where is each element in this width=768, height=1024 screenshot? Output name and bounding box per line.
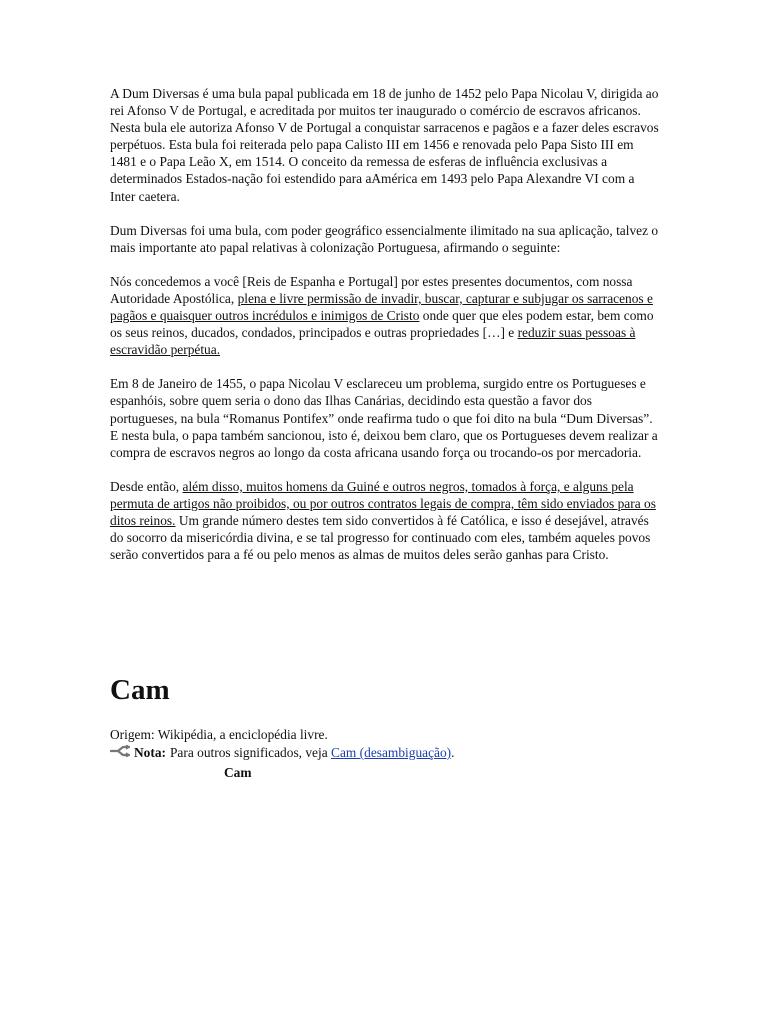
paragraph-5-text-c: Um grande número destes tem sido convertidos à fé Católica, e isso é desejável, através do socorro da misericórdia divina, e se tal progresso for continuado com eles, também aqueles povos serão convertidos para a fé ou pelo menos as almas de muitos deles serão ganhas para Cristo. <box>110 512 651 563</box>
paragraph-5 <box>110 478 662 563</box>
infobox-title: Cam <box>224 765 252 780</box>
paragraph-5-text-a: Desde então, <box>110 478 183 494</box>
origin-line: Origem: Wikipédia, a enciclopédia livre. <box>110 727 328 742</box>
disambiguation-arrow-icon <box>110 744 134 761</box>
paragraph-5-underlined-b: além disso, muitos homens da Guiné e outros negros, tomados à força, e alguns pela permuta de artigos não proibidos, ou por outros contratos legais de compra, têm sido enviados para os ditos reinos. <box>110 478 656 528</box>
note-text: Para outros significados, veja <box>169 745 328 760</box>
paragraph-3-text-a: Nós concedemos a você [Reis de Espanha e Portugal] por estes presentes documentos, com nossa Autoridade Apostólica, <box>110 273 633 306</box>
page-title: Cam <box>110 674 170 706</box>
paragraph-3-underlined-d: reduzir suas pessoas à escravidão perpétua. <box>110 325 636 358</box>
disambiguation-link[interactable]: Cam (desambiguação) <box>331 745 452 760</box>
paragraph-4: Em 8 de Janeiro de 1455, o papa Nicolau V esclareceu um problema, surgido entre os Portugueses e espanhóis, sobre quem seria o dono das Ilhas Canárias, decidindo esta questão a favor dos portugueses, na bula “Romanus Pontifex” onde reafirma tudo o que foi dito na bula “Dum Diversas”. E nesta bula, o papa também sancionou, isto é, deixou bem claro, que os Portugueses devem realizar a compra de escravos negros ao longo da costa africana usando força ou trocando-os por mercadoria. <box>110 376 658 460</box>
paragraph-3-text-c: onde quer que eles podem estar, bem como os seus reinos, ducados, condados, principados e outras propriedades […] e <box>110 308 654 341</box>
paragraph-3-underlined-b: plena e livre permissão de invadir, buscar, capturar e subjugar os sarracenos e pagãos e quaisquer outros incrédulos e inimigos de Cristo <box>110 290 653 324</box>
article-body <box>110 85 662 580</box>
paragraph-3 <box>110 273 662 358</box>
note-end: . <box>451 745 455 760</box>
disambiguation-note <box>110 744 455 761</box>
paragraph-2: Dum Diversas foi uma bula, com poder geográfico essencialmente ilimitado na sua aplicação, talvez o mais importante ato papal relativas à colonização Portuguesa, afirmando o seguinte: <box>110 222 659 255</box>
paragraph-1: A Dum Diversas é uma bula papal publicada em 18 de junho de 1452 pelo Papa Nicolau V, dirigida ao rei Afonso V de Portugal, e acreditada por muitos ter inaugurado o comércio de escravos africanos. Nesta bula ele autoriza Afonso V de Portugal a conquistar sarracenos e pagãos e a fazer deles escravos perpétuos. Esta bula foi reiterada pelo papa Calisto III em 1456 e renovada pelo Papa Sisto III em 1481 e o Papa Leão X, em 1514. O conceito da remessa de esferas de influência exclusivas a determinados Estados-nação foi estendido para aAmérica em 1493 pelo Papa Alexandre VI com a Inter caetera. <box>110 86 659 204</box>
note-label: Nota: <box>134 745 166 760</box>
